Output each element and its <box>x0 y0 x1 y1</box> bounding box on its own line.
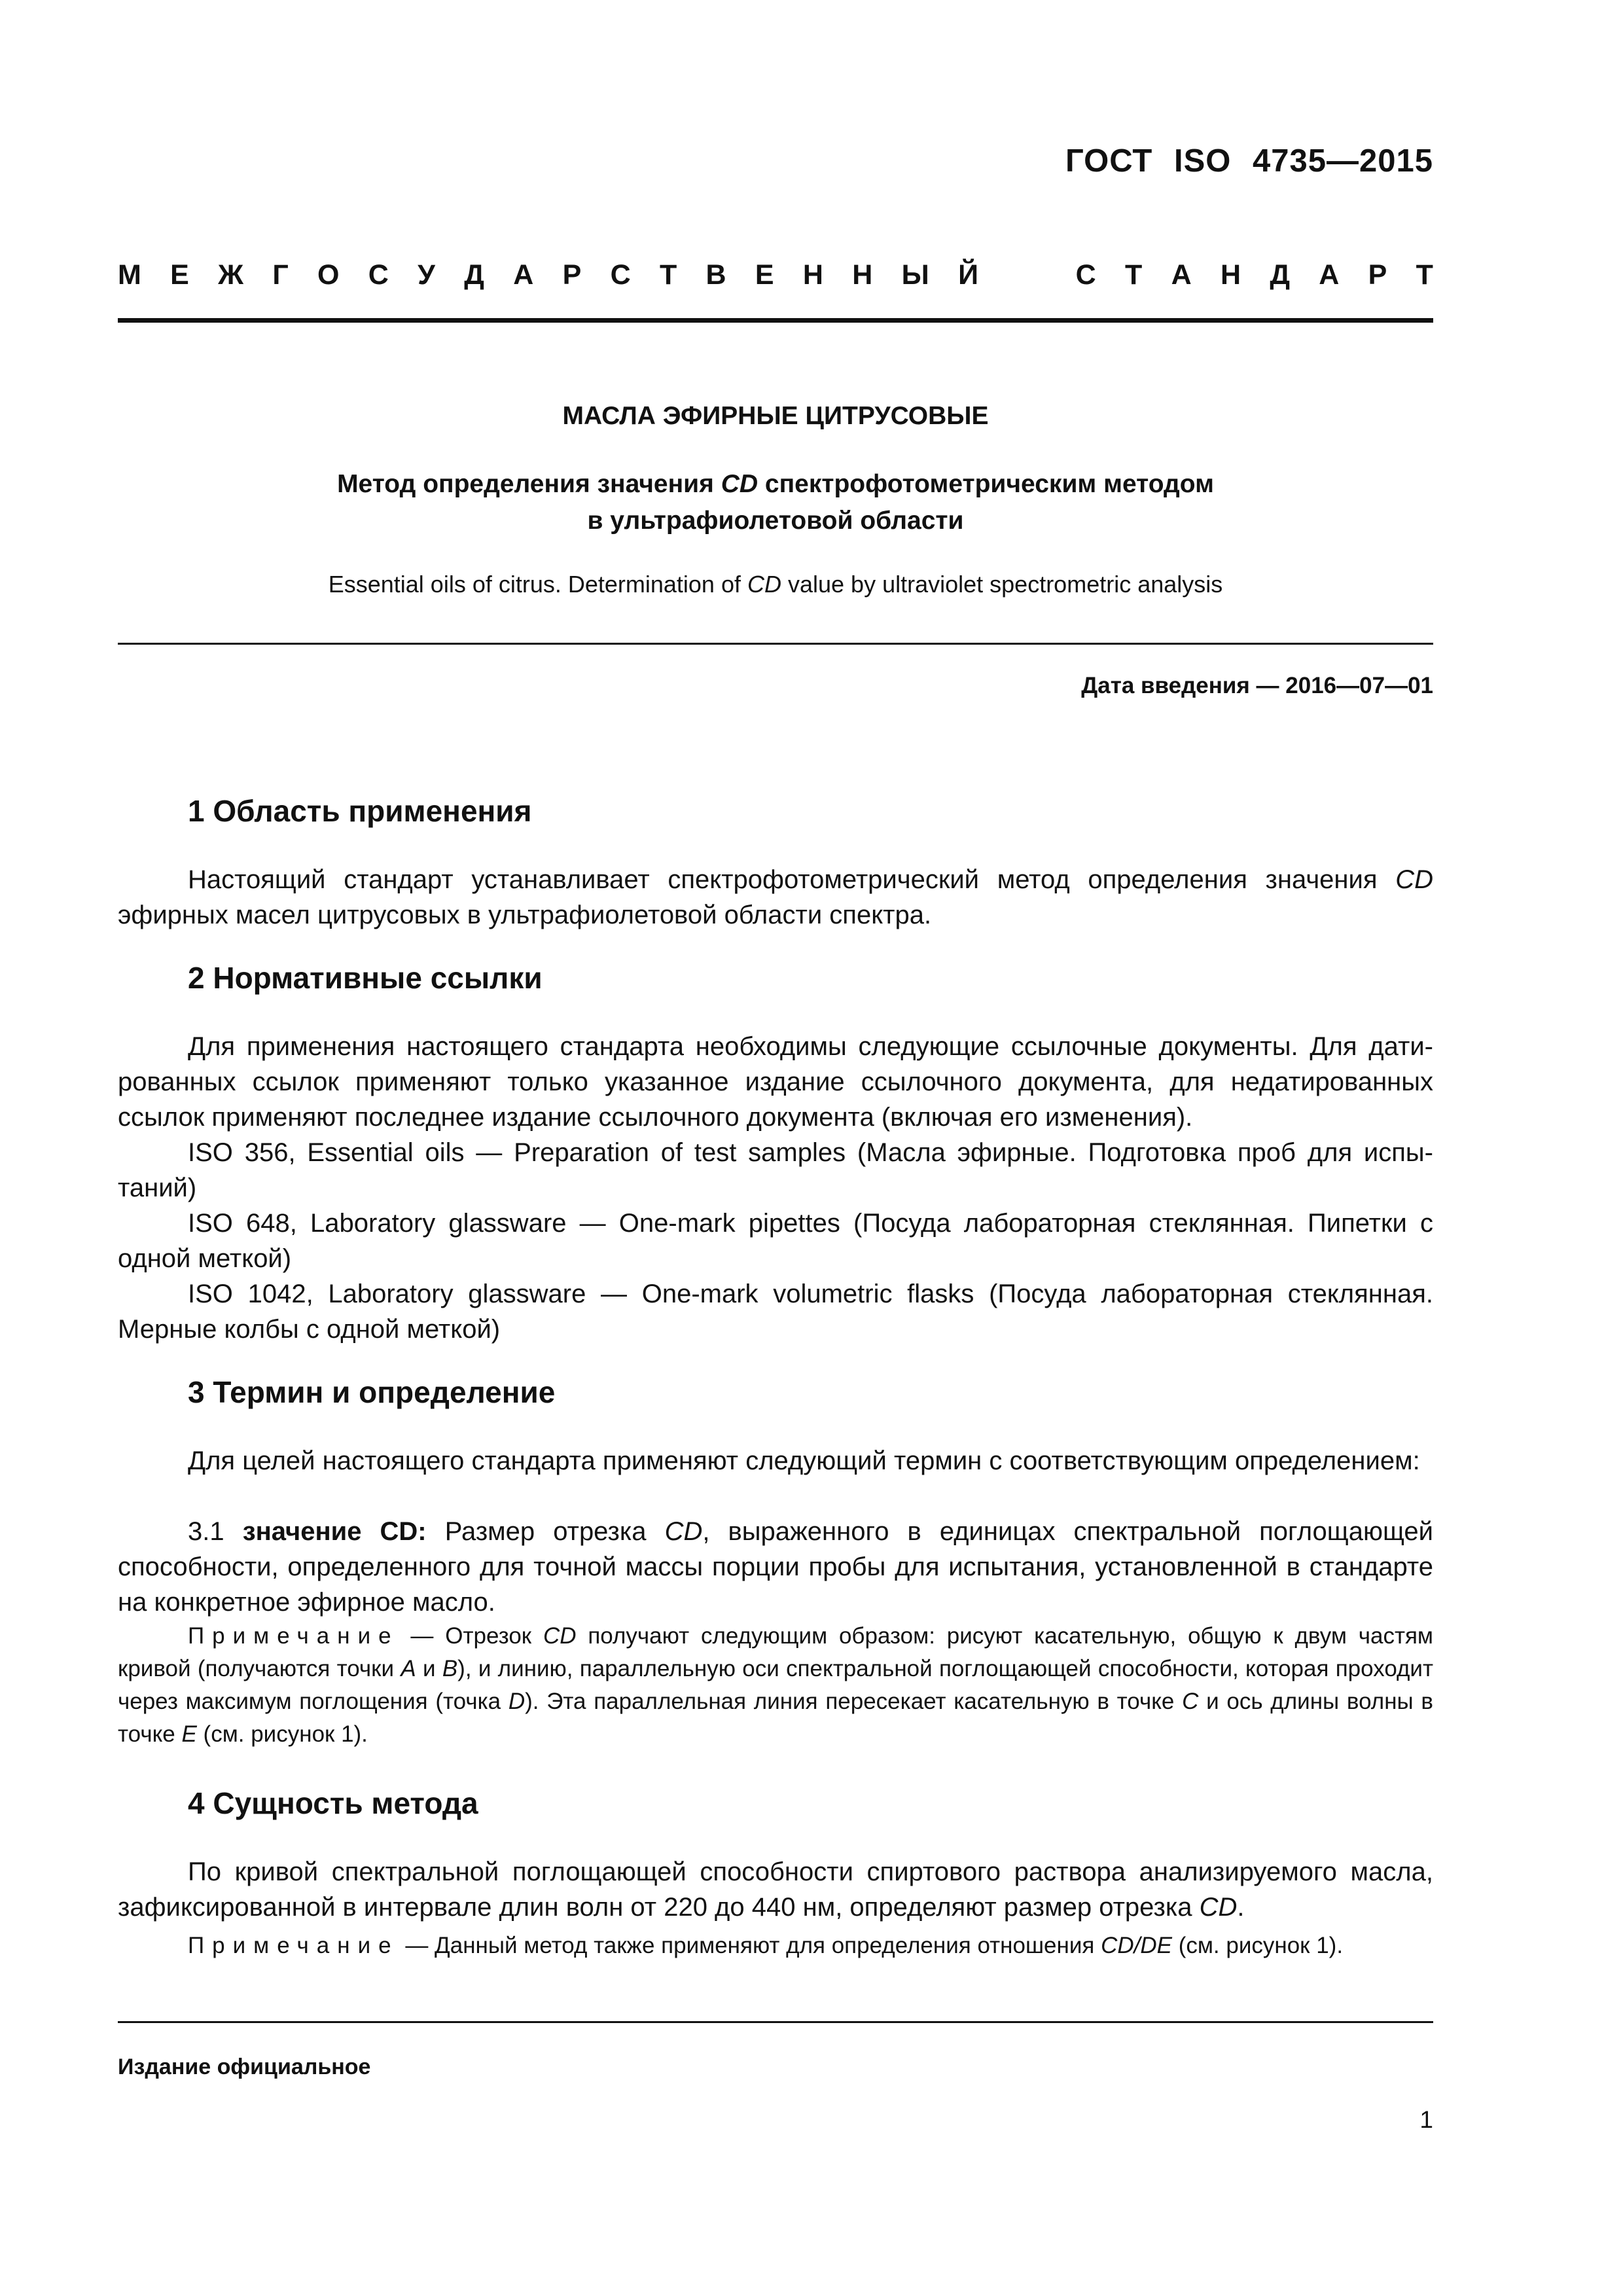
band-letter: Т <box>659 259 677 291</box>
band-letter: Й <box>958 259 978 291</box>
section-3-paragraph: Для целей настоящего стандарта применяют следующий термин с соответствующим определением: <box>188 1446 1420 1475</box>
reference-iso-1042: ISO 1042, Laboratory glassware — One-mark volumetric flasks (Посуда лабораторная стеклянная. Мерные колбы с одной меткой) <box>118 1280 1433 1344</box>
document-subtitle: Метод определения значения CD спектрофотометрическим методом в ультрафиолетовой области <box>337 470 1214 535</box>
band-letter: Е <box>755 259 774 291</box>
page-number: 1 <box>1419 2106 1433 2133</box>
band-letter: О <box>317 259 340 291</box>
title-divider <box>118 643 1433 645</box>
english-title: Essential oils of citrus. Determination of CD value by ultraviolet spectrometric analysis <box>328 571 1223 598</box>
band-gap <box>1007 259 1046 291</box>
section-1-paragraph: Настоящий стандарт устанавливает спектрофотометрический метод определения значения CD эфирных масел цитрусовых в ультрафиолетовой области спектра. <box>118 865 1433 929</box>
footer-divider <box>118 2021 1433 2023</box>
section-4-paragraph: По кривой спектральной поглощающей способности спиртового раствора анализируемого масла, зафиксированной в интервале длин волн от 220 до 440 нм, определяют размер отрезка CD. <box>118 1857 1433 1922</box>
section-4-heading: 4 Сущность метода <box>188 1786 478 1820</box>
section-3-heading: 3 Термин и определение <box>188 1375 556 1409</box>
band-letter: С <box>610 259 631 291</box>
band-letter: Г <box>272 259 289 291</box>
section-4-note: Примечание — Данный метод также применяют для определения отношения CD/DE (см. рисунок 1). <box>188 1933 1344 1958</box>
reference-iso-648: ISO 648, Laboratory glassware — One-mark pipettes (Посуда лабораторная стеклянная. Пипетки с одной меткой) <box>118 1209 1433 1273</box>
band-letter: А <box>513 259 534 291</box>
band-letter: С <box>368 259 389 291</box>
band-letter: Д <box>464 259 484 291</box>
band-letter: Н <box>852 259 873 291</box>
section-1-heading: 1 Область применения <box>188 794 532 828</box>
section-2-heading: 2 Нормативные ссылки <box>188 961 543 995</box>
definition-cd: 3.1 значение CD: Размер отрезка CD, выраженного в единицах спектральной поглощающей способности, определенного для точной массы порции пробы для испытания, установленной в стандарте на конкретное эфирное масло. <box>118 1517 1434 1617</box>
band-letter: Д <box>1270 259 1290 291</box>
document-title: МАСЛА ЭФИРНЫЕ ЦИТРУСОВЫЕ <box>562 402 989 430</box>
band-letter: Н <box>1220 259 1241 291</box>
band-letter: Т <box>1416 259 1433 291</box>
band-letter: А <box>1171 259 1192 291</box>
band-letter: М <box>118 259 141 291</box>
band-letter: Р <box>562 259 582 291</box>
section-2-paragraph: Для применения настоящего стандарта необходимы следующие ссылочные документы. Для датированных ссылок применяют только указанное издание ссылочного документа, для недатированных ссылок применяют последнее издание ссылочного документа (включая его изменения). <box>118 1032 1433 1132</box>
intro-date: Дата введения — 2016—07—01 <box>1081 673 1433 698</box>
reference-iso-356: ISO 356, Essential oils — Preparation of test samples (Масла эфирные. Подготовка проб для испытаний) <box>118 1138 1433 1202</box>
interstate-standard-band <box>118 259 1433 291</box>
official-edition-label: Издание официальное <box>118 2054 371 2079</box>
section-3-note: Примечание — Отрезок CD получают следующим образом: рисуют касательную, общую к двум частям кривой (получаются точки A и B), и линию, параллельную оси спектральной поглощающей способности, которая проходит через максимум поглощения (точка D). Эта параллельная линия пересекает касательную в точке C и ось длины волны в точке E (см. рисунок 1). <box>118 1623 1434 1747</box>
band-letter: Н <box>802 259 823 291</box>
band-letter: А <box>1319 259 1340 291</box>
band-letter: Т <box>1124 259 1143 291</box>
band-letter: Е <box>170 259 189 291</box>
band-letter: У <box>418 259 435 291</box>
band-letter: С <box>1075 259 1096 291</box>
band-letter: В <box>705 259 726 291</box>
band-letter: Р <box>1368 259 1387 291</box>
header-divider <box>118 318 1433 323</box>
band-letter: Ж <box>218 259 244 291</box>
band-letter: Ы <box>901 259 929 291</box>
gost-number: ГОСТ ISO 4735—2015 <box>1065 143 1433 179</box>
